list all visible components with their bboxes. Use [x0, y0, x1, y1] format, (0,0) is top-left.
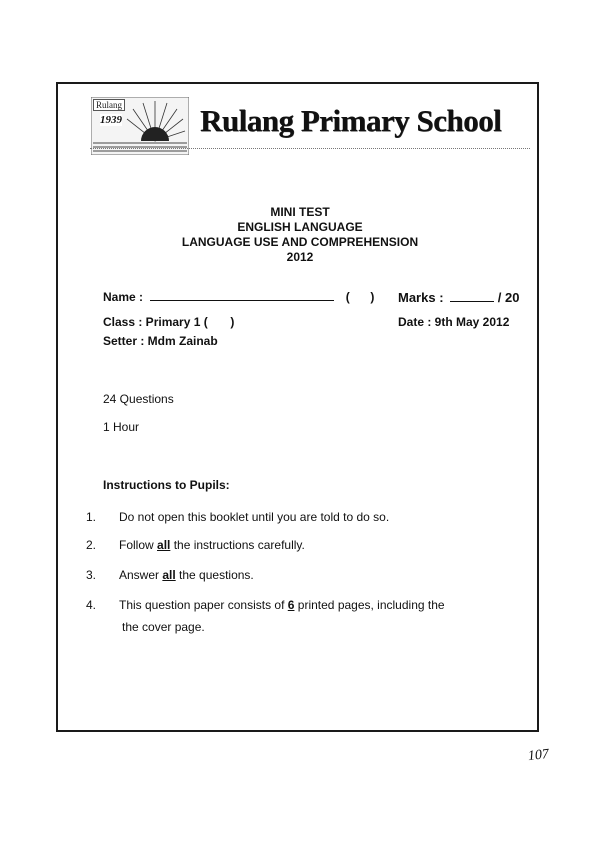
instruction-text: printed pages, including the — [294, 598, 445, 612]
index-paren-open: ( — [345, 290, 350, 304]
marks-field[interactable] — [450, 291, 494, 302]
header-divider — [90, 148, 530, 149]
instructions-heading: Instructions to Pupils: — [103, 478, 230, 492]
paper-title: LANGUAGE USE AND COMPREHENSION — [181, 235, 419, 249]
subject-title: ENGLISH LANGUAGE — [237, 220, 363, 234]
instruction-text: This question paper consists of — [119, 598, 288, 612]
instruction-text: Follow — [119, 538, 158, 552]
name-field[interactable] — [150, 290, 334, 301]
instruction-number: 4. — [86, 598, 97, 612]
instruction-emphasis: all — [157, 538, 171, 552]
name-label: Name : — [103, 290, 144, 304]
class-label: Class : Primary 1 ( — [103, 315, 208, 329]
instruction-continuation: the cover page. — [122, 620, 205, 634]
test-duration: 1 Hour — [103, 420, 140, 434]
instruction-number: 3. — [86, 568, 97, 582]
school-logo — [91, 97, 189, 155]
school-name: Rulang Primary School — [200, 103, 502, 138]
marks-total: / 20 — [497, 290, 520, 305]
instruction-item — [86, 598, 445, 612]
question-count: 24 Questions — [103, 392, 174, 406]
class-row — [103, 315, 234, 329]
index-paren-close: ) — [370, 290, 375, 304]
test-title: MINI TEST — [270, 205, 330, 219]
instruction-text: the instructions carefully. — [170, 538, 305, 552]
test-title-block — [150, 205, 450, 265]
instruction-number: 1. — [86, 510, 97, 524]
setter-text: Setter : Mdm Zainab — [103, 334, 218, 348]
marks-label: Marks : — [398, 290, 444, 305]
test-year: 2012 — [286, 250, 314, 264]
instruction-text: the questions. — [175, 568, 254, 582]
marks-row — [398, 290, 519, 305]
instruction-item — [86, 568, 254, 582]
instruction-emphasis: all — [162, 568, 176, 582]
instruction-emphasis: 6 — [287, 598, 295, 612]
handwritten-page-mark: 107 — [527, 746, 550, 765]
instruction-item — [86, 538, 305, 552]
logo-badge-text: Rulang — [93, 99, 125, 111]
instruction-item — [86, 510, 389, 524]
instruction-text: Do not open this booklet until you are told to do so. — [119, 510, 390, 524]
instruction-number: 2. — [86, 538, 97, 552]
name-row — [103, 290, 374, 304]
class-paren-close: ) — [230, 315, 235, 329]
date-text: Date : 9th May 2012 — [398, 315, 510, 329]
page-border — [56, 82, 539, 732]
instruction-text: Answer — [119, 568, 163, 582]
logo-year-text: 1939 — [100, 114, 122, 126]
